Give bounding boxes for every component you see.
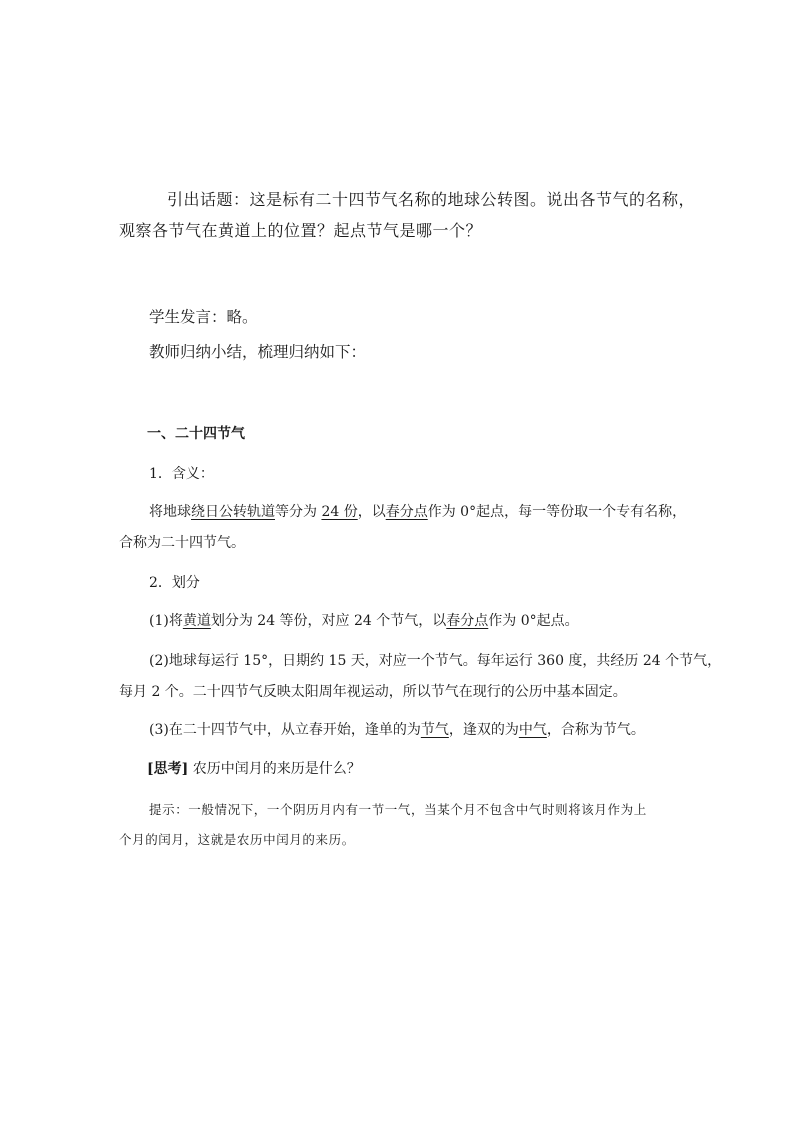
meaning-heading: 1．含义：	[149, 466, 214, 482]
d1-text-c: 作为 0°起点。	[488, 613, 579, 629]
intro-line-2: 观察各节气在黄道上的位置？起点节气是哪一个？	[119, 221, 483, 240]
think-question	[147, 758, 361, 778]
division-item-1	[149, 610, 579, 630]
d3-text-a: (3)在二十四节气中，从立春开始，逢单的为	[149, 722, 421, 738]
d3-text-b: ，逢双的为	[448, 722, 519, 738]
hint-line-1: 提示：一般情况下，一个阴历月内有一节一气，当某个月不包含中气时则将该月作为上	[149, 802, 647, 817]
meaning-text-c: ，以	[357, 504, 386, 520]
meaning-line-1	[149, 501, 686, 521]
meaning-vernal-point: 春分点	[385, 504, 428, 520]
think-tag: [思考]	[147, 761, 189, 777]
meaning-text-b: 等分为	[275, 504, 322, 520]
meaning-24-parts: 24 份	[321, 504, 358, 520]
hint-line-2: 个月的闰月，这就是农历中闰月的来历。	[119, 832, 355, 847]
student-speech: 学生发言：略。	[149, 308, 258, 326]
meaning-orbit-term: 绕日公转轨道	[191, 504, 275, 520]
meaning-text-a: 将地球	[149, 504, 191, 520]
d3-zhongqi-term: 中气	[518, 722, 547, 738]
d1-text-b: 划分为 24 等份，对应 24 个节气，以	[210, 613, 447, 629]
division-item-2-line-1: (2)地球每运行 15°，日期约 15 天，对应一个节气。每年运行 360 度，共经历 24 个节气，	[149, 653, 722, 669]
d1-ecliptic-term: 黄道	[182, 613, 211, 629]
d1-text-a: (1)将	[149, 613, 183, 629]
division-item-3	[149, 719, 645, 739]
division-heading: 2．划分	[149, 575, 200, 591]
d3-text-c: ，合称为节气。	[546, 722, 645, 738]
teacher-summary: 教师归纳小结，梳理归纳如下：	[149, 343, 367, 361]
d1-vernal-point: 春分点	[446, 613, 489, 629]
division-item-2-line-2: 每月 2 个。二十四节气反映太阳周年视运动，所以节气在现行的公历中基本固定。	[119, 684, 627, 700]
meaning-text-d: 作为 0°起点，每一等份取一个专有名称，	[427, 504, 687, 520]
meaning-line-2: 合称为二十四节气。	[119, 535, 245, 551]
think-text: 农历中闰月的来历是什么？	[188, 761, 361, 777]
d3-jieqi-term: 节气	[420, 722, 449, 738]
intro-line-1: 引出话题：这是标有二十四节气名称的地球公转图。说出各节气的名称，	[167, 190, 696, 209]
section-title: 一、二十四节气	[147, 426, 245, 442]
